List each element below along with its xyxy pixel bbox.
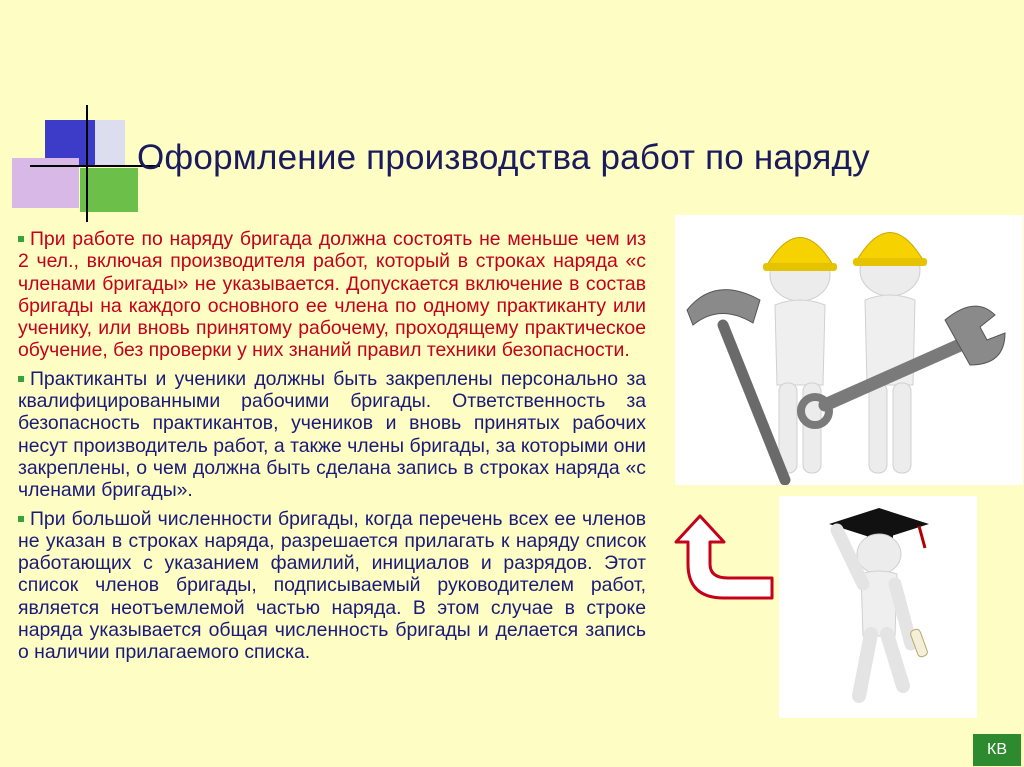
- paragraph-1: При работе по наряду бригада должна состоять не меньше чем из 2 чел., включая производителя работ, который в строках наряда «с членами бригады» не указывается. Допускается включение в состав бригады на каждого основного ее члена по одному практиканту или ученику, или вновь принятому рабочему, проходящему практическое обучение, без проверки у них знаний правил техники безопасности.: [18, 228, 646, 362]
- workers-with-tools-illustration: [675, 215, 1023, 485]
- curved-arrow-icon: [668, 508, 778, 604]
- paragraph-3: При большой численности бригады, когда перечень всех ее членов не указан в строках наряда, разрешается прилагать к наряду список работающих с указанием фамилий, инициалов и разрядов. Этот список членов бригады, подписываемый руководителем работ, является неотъемлемой частью наряда. В этом случае в строке наряда указывается общая численность бригады и делается запись о наличии прилагаемого списка.: [18, 507, 646, 664]
- slide-title: Оформление производства работ по наряду: [137, 138, 870, 177]
- paragraph-2: Практиканты и ученики должны быть закреплены персонально за квалифицированными рабочими бригады. Ответственность за безопасность практикантов, учеников и вновь принятых рабочих несут производитель работ, а также члены бригады, за которыми они закреплены, о чем должна быть сделана запись в строках наряда «с членами бригады».: [18, 367, 646, 502]
- slide-body: [18, 228, 646, 670]
- bullet-square-icon: [18, 376, 24, 382]
- bullet-square-icon: [18, 516, 24, 522]
- corner-badge: КВ: [973, 734, 1021, 766]
- graduate-figure-illustration: [779, 496, 977, 718]
- bullet-square-icon: [18, 236, 24, 242]
- decorative-squares: [0, 0, 160, 240]
